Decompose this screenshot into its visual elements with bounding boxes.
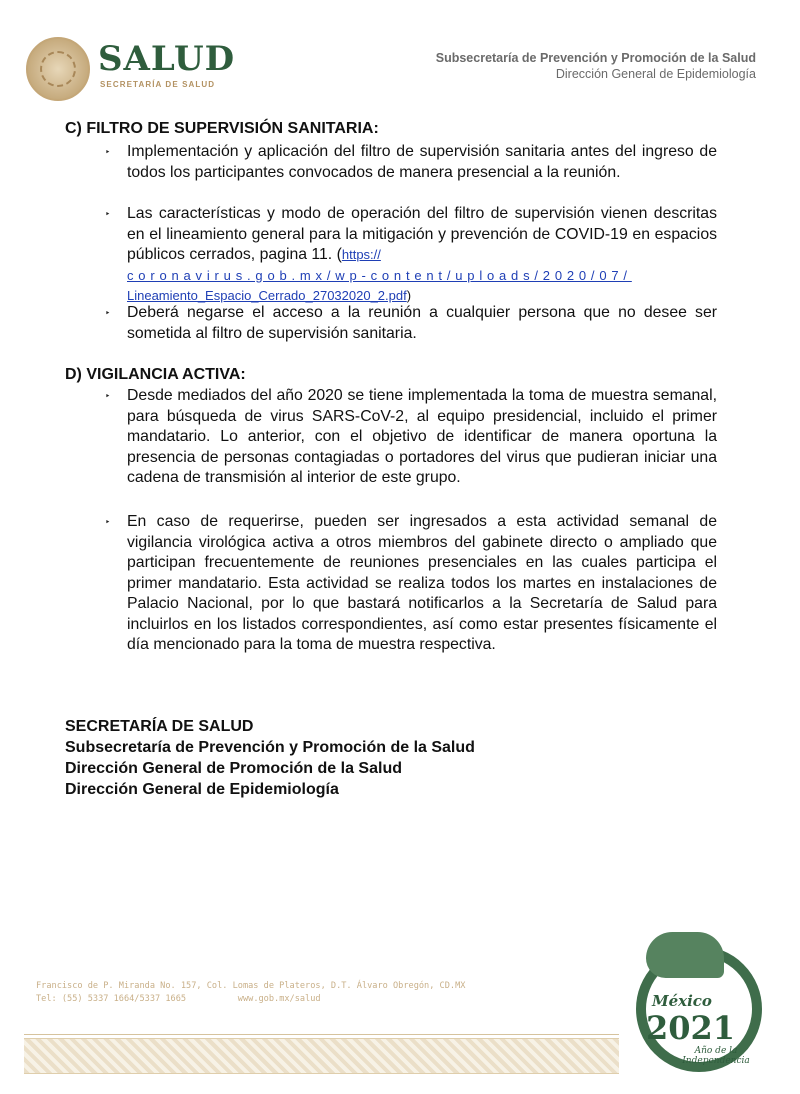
bullet-icon: ‣ — [105, 391, 111, 401]
header-subsecretaria: Subsecretaría de Prevención y Promoción de la Salud — [435, 51, 756, 65]
link-lineamiento-part1[interactable]: https:// — [341, 247, 381, 262]
emblem-caption: Año de la Independencia — [682, 1046, 750, 1066]
footer-divider — [24, 1034, 619, 1035]
signature-dg-epidemiologia: Dirección General de Epidemiología — [65, 781, 339, 798]
bullet-text: En caso de requerirse, pueden ser ingresados a esta actividad semanal de vigilancia virológica activa a otros miembros del gabinete directo o ampliado que participan frecuentemente de reuniones presenciales en las cuales participa el primer mandatario. Esta actividad se realiza todos los martes en instalaciones de Palacio Nacional, por lo que bastará notificarlos a la Secretaría de Salud para incluirlos en los listados correspondientes, así como estar presentes físicamente el día mencionado para la toma de muestra respectiva. — [127, 513, 717, 653]
section-c-bullet-2 — [105, 204, 717, 307]
header-department — [436, 50, 756, 82]
footer-phone: Tel: (55) 5337 1664/5337 1665 — [36, 994, 187, 1004]
footer-decorative-band — [24, 1038, 619, 1074]
header-direccion: Dirección General de Epidemiología — [555, 67, 756, 81]
mexico-2021-emblem — [628, 932, 768, 1082]
mexico-seal-logo — [26, 37, 90, 101]
signature-dg-promocion: Dirección General de Promoción de la Salud — [65, 760, 402, 777]
section-c-bullet-1 — [105, 142, 717, 183]
link-lineamiento-part3[interactable]: Lineamiento_Espacio_Cerrado_27032020_2.pdf — [127, 288, 407, 303]
bullet-icon: ‣ — [105, 517, 111, 527]
section-d-bullet-1 — [105, 386, 717, 489]
bullet-text: Desde mediados del año 2020 se tiene implementada la toma de muestra semanal, para búsqueda de virus SARS-CoV-2, al equipo presidencial, incluido el primer mandatario. Lo anterior, con el objetivo de identificar de manera oportuna la presencia de personas contagiadas o portadores del virus que pudieran iniciar una cadena de transmisión al interior de este grupo. — [127, 387, 717, 486]
salud-logo-text: SALUD — [98, 39, 236, 79]
signature-secretaria: SECRETARÍA DE SALUD — [65, 718, 254, 735]
salud-logo-subtitle: SECRETARÍA DE SALUD — [100, 80, 216, 89]
page-header — [0, 0, 800, 110]
section-c-title: C) FILTRO DE SUPERVISIÓN SANITARIA: — [65, 120, 379, 137]
signature-subsecretaria: Subsecretaría de Prevención y Promoción de la Salud — [65, 739, 475, 756]
emblem-mexico: México — [652, 992, 712, 1010]
section-d-bullet-2 — [105, 512, 717, 656]
section-d-title: D) VIGILANCIA ACTIVA: — [65, 366, 246, 383]
signature-block — [65, 716, 475, 800]
bullet-text: Las características y modo de operación del filtro de supervisión vienen descritas en el lineamiento general para la mitigación y prevención de COVID-19 en espacios públicos cerrados, pagina 11. ( — [127, 205, 717, 263]
footer-address: Francisco de P. Miranda No. 157, Col. Lomas de Plateros, D.T. Álvaro Obregón, CD.MX — [36, 981, 466, 991]
link-close-paren: ) — [406, 288, 412, 303]
bullet-icon: ‣ — [105, 147, 111, 157]
bullet-text: Implementación y aplicación del filtro de supervisión sanitaria antes del ingreso de todos los participantes convocados de manera presencial a la reunión. — [127, 143, 717, 181]
section-c-bullet-3 — [105, 303, 717, 344]
serpent-head-icon — [646, 932, 724, 978]
bullet-text: Deberá negarse el acceso a la reunión a cualquier persona que no desee ser sometida al filtro de supervisión sanitaria. — [127, 304, 717, 342]
emblem-year: 2021 — [646, 1009, 736, 1047]
bullet-icon: ‣ — [105, 308, 111, 318]
footer-address-block — [36, 980, 465, 1006]
link-lineamiento-part2[interactable]: coronavirus.gob.mx/wp-content/uploads/2020/07/ — [127, 267, 632, 283]
footer-web: www.gob.mx/salud — [237, 994, 321, 1004]
bullet-icon: ‣ — [105, 209, 111, 219]
